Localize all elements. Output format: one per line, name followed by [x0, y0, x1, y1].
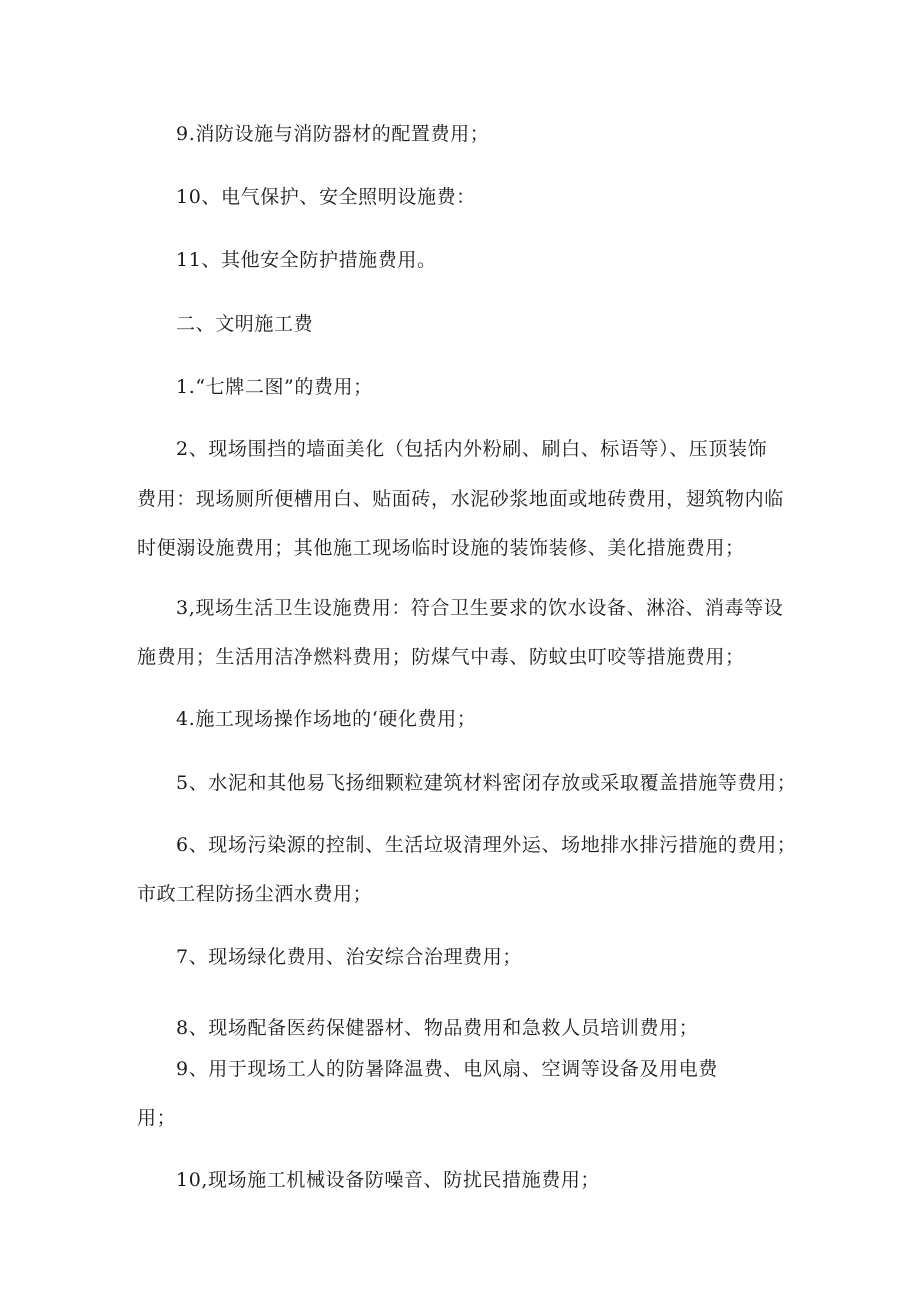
section-heading: 二、文明施工费	[176, 313, 314, 335]
text-line: 10,现场施工机械设备防噪音、防扰民措施费用；	[176, 1169, 601, 1191]
text-line: 10、电气保护、安全照明设施费：	[176, 186, 476, 208]
text-line: 9.消防设施与消防器材的配置费用；	[176, 123, 490, 145]
text-line: 市政工程防扬尘洒水费用；	[137, 883, 373, 905]
text-line: 时便溺设施费用；其他施工现场临时设施的装饰装修、美化措施费用；	[137, 537, 745, 559]
text-line: 7、现场绿化费用、治安综合治理费用；	[176, 946, 522, 968]
text-line: 11、其他安全防护措施费用。	[176, 249, 437, 271]
text-line: 8、现场配备医药保健器材、物品费用和急救人员培训费用；	[176, 1017, 699, 1039]
text-line: 5、水泥和其他易飞扬细颗粒建筑材料密闭存放或采取覆盖措施等费用；	[176, 772, 797, 794]
text-line: 3,现场生活卫生设施费用：符合卫生要求的饮水设备、淋浴、消毒等设	[176, 597, 784, 619]
text-line: 9、用于现场工人的防暑降温费、电风扇、空调等设备及用电费	[176, 1058, 718, 1080]
text-line: 4.施工现场操作场地的‘硬化费用；	[176, 708, 477, 730]
text-line: 费用：现场厕所便槽用白、贴面砖，水泥砂浆地面或地砖费用，翅筑物内临	[137, 488, 784, 510]
text-line: 2、现场围挡的墙面美化（包括内外粉刷、刷白、标语等）、压顶装饰	[176, 438, 768, 460]
text-line: 6、现场污染源的控制、生活垃圾清理外运、场地排水排污措施的费用；	[176, 834, 797, 856]
text-line: 施费用；生活用洁净燃料费用；防煤气中毒、防蚊虫叮咬等措施费用；	[137, 646, 745, 668]
text-line: 1.“七牌二图”的费用；	[176, 376, 373, 398]
text-line: 用；	[137, 1107, 177, 1129]
